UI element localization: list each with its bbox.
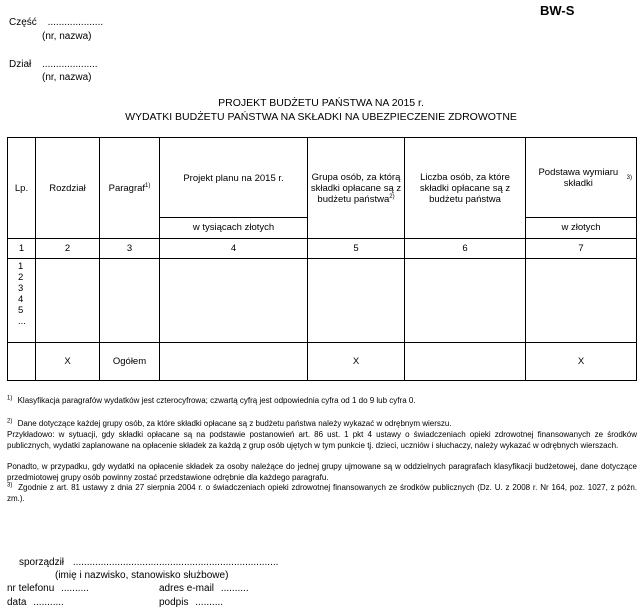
sporzadzil-dots: ..........................................................................	[72, 557, 279, 568]
data-cell-projekt[interactable]	[160, 259, 308, 343]
data-dots: ...........	[33, 597, 64, 608]
header-podstawa-label-wrap: Podstawa wymiaru składki 3)	[526, 139, 636, 218]
sporzadzil-sublabel: (imię i nazwisko, stanowisko służbowe)	[55, 570, 229, 581]
podpis-dots: ..........	[195, 597, 224, 608]
lp-list	[8, 259, 36, 343]
dzial-label: Dział	[9, 59, 32, 70]
podpis-label: podpis	[159, 597, 189, 608]
header-rozdzial: Rozdział	[36, 138, 100, 239]
footnote-2-text: Dane dotyczące każdej grupy osób, za które składki opłacane są z budżetu państwa należy wykazać w odrębnym wierszu.	[17, 419, 452, 428]
total-cell-rozdzial: X	[36, 343, 100, 381]
email-field	[159, 583, 249, 594]
column-number: 1	[8, 239, 36, 259]
header-podstawa	[526, 138, 637, 239]
header-grupa-footnote-ref: 2)	[389, 193, 395, 200]
dzial-field	[9, 59, 98, 70]
data-cell-grupa[interactable]	[308, 259, 405, 343]
footnote-1	[7, 396, 637, 407]
title-line-2: WYDATKI BUDŻETU PAŃSTWA NA SKŁADKI NA UBEZPIECZENIE ZDROWOTNE	[125, 111, 517, 123]
telefon-field	[7, 583, 89, 594]
czesc-label: Część	[9, 17, 37, 28]
column-number: 3	[100, 239, 160, 259]
czesc-sublabel: (nr, nazwa)	[42, 31, 92, 42]
title-line-1: PROJEKT BUDŻETU PAŃSTWA NA 2015 r.	[218, 97, 424, 109]
header-podstawa-label: Podstawa wymiaru składki	[538, 166, 619, 189]
header-paragraf-label: Paragraf	[108, 182, 146, 194]
data-cell-podstawa[interactable]	[526, 259, 637, 343]
footnote-2	[7, 419, 637, 430]
footnote-1-number: 1)	[7, 395, 13, 402]
budget-table	[7, 137, 637, 381]
data-cell-paragraf[interactable]	[100, 259, 160, 343]
total-cell-lp	[8, 343, 36, 381]
header-grupa	[308, 138, 405, 239]
footnote-2-additional: Ponadto, w przypadku, gdy wydatki na opłacenie składek za osoby należące do jednej grupy ujmowane są w oddzielnych paragrafach klasyfikacji budżetowej, dane dotyczące przedmiotowej grupy osób powinny zostać przedstawione odrębnie dla każdego paragrafu.	[7, 462, 637, 482]
data-cell-rozdzial[interactable]	[36, 259, 100, 343]
data-field	[7, 597, 64, 608]
data-label: data	[7, 597, 27, 608]
column-number: 6	[405, 239, 526, 259]
column-number: 2	[36, 239, 100, 259]
email-dots: ..........	[220, 583, 249, 594]
data-cell-liczba[interactable]	[405, 259, 526, 343]
sporzadzil-field	[19, 557, 278, 568]
telefon-dots: ..........	[61, 583, 89, 594]
header-liczba: Liczba osób, za które składki opłacane są z budżetu państwa	[405, 138, 526, 239]
header-lp: Lp.	[8, 138, 36, 239]
data-rows	[8, 259, 637, 343]
footnote-2-number: 2)	[7, 418, 13, 425]
total-row	[8, 343, 637, 381]
footnote-3	[7, 483, 637, 504]
podpis-field	[159, 597, 223, 608]
column-number: 7	[526, 239, 637, 259]
lp-item: 5	[18, 305, 24, 316]
header-paragraf	[100, 138, 160, 239]
total-cell-grupa: X	[308, 343, 405, 381]
header-paragraf-footnote-ref: 1)	[145, 182, 151, 189]
email-label: adres e-mail	[159, 583, 215, 594]
footnote-3-number: 3)	[7, 482, 13, 489]
lp-item: 2	[18, 272, 24, 283]
total-cell-projekt[interactable]	[160, 343, 308, 381]
header-projekt-label: Projekt planu na 2015 r.	[160, 139, 307, 218]
total-cell-liczba[interactable]	[405, 343, 526, 381]
sporzadzil-label: sporządził	[19, 557, 65, 568]
header-podstawa-unit: w złotych	[561, 222, 601, 233]
dzial-sublabel: (nr, nazwa)	[42, 72, 92, 83]
footnote-1-text: Klasyfikacja paragrafów wydatków jest czterocyfrowa; czwartą cyfrą jest odpowiednia cyfra od 1 do 9 lub cyfra 0.	[17, 396, 416, 405]
form-code: BW-S	[540, 3, 575, 18]
dzial-dots: ....................	[42, 59, 98, 70]
column-number-row	[8, 239, 637, 259]
total-cell-paragraf: Ogółem	[100, 343, 160, 381]
lp-item: 1	[18, 261, 24, 272]
table-header-row	[8, 138, 637, 239]
czesc-field	[9, 17, 103, 28]
footnote-2-example: Przykładowo: w sytuacji, gdy składki opłacane są na podstawie postanowień art. 86 ust. 1 pkt 4 ustawy o świadczeniach opieki zdrowotnej finansowanych ze środków publicznych, wydatki zaplanowane na opłacenie składek za każdą z grup osób ujętych w tym punkcie tj. dzieci, uczniów i słuchaczy, należy wykazać w odrębnych wierszach.	[7, 430, 637, 450]
header-grupa-label: Grupa osób, za którą składki opłacane są z budżetu państwa	[310, 171, 402, 205]
header-projekt-unit: w tysiącach złotych	[192, 222, 275, 233]
lp-item: 4	[18, 294, 24, 305]
czesc-dots: ....................	[47, 17, 104, 28]
telefon-label: nr telefonu	[7, 583, 55, 594]
header-projekt	[160, 138, 308, 239]
lp-item: 3	[18, 283, 24, 294]
total-cell-podstawa: X	[526, 343, 637, 381]
column-number: 4	[160, 239, 308, 259]
column-number: 5	[308, 239, 405, 259]
footnote-3-text: Zgodnie z art. 81 ustawy z dnia 27 sierpnia 2004 r. o świadczeniach opieki zdrowotnej finansowanych ze środków publicznych (Dz. U. z 2008 r. Nr 164, poz. 1027, z późn. zm.).	[7, 483, 637, 503]
lp-item: ...	[18, 316, 26, 327]
